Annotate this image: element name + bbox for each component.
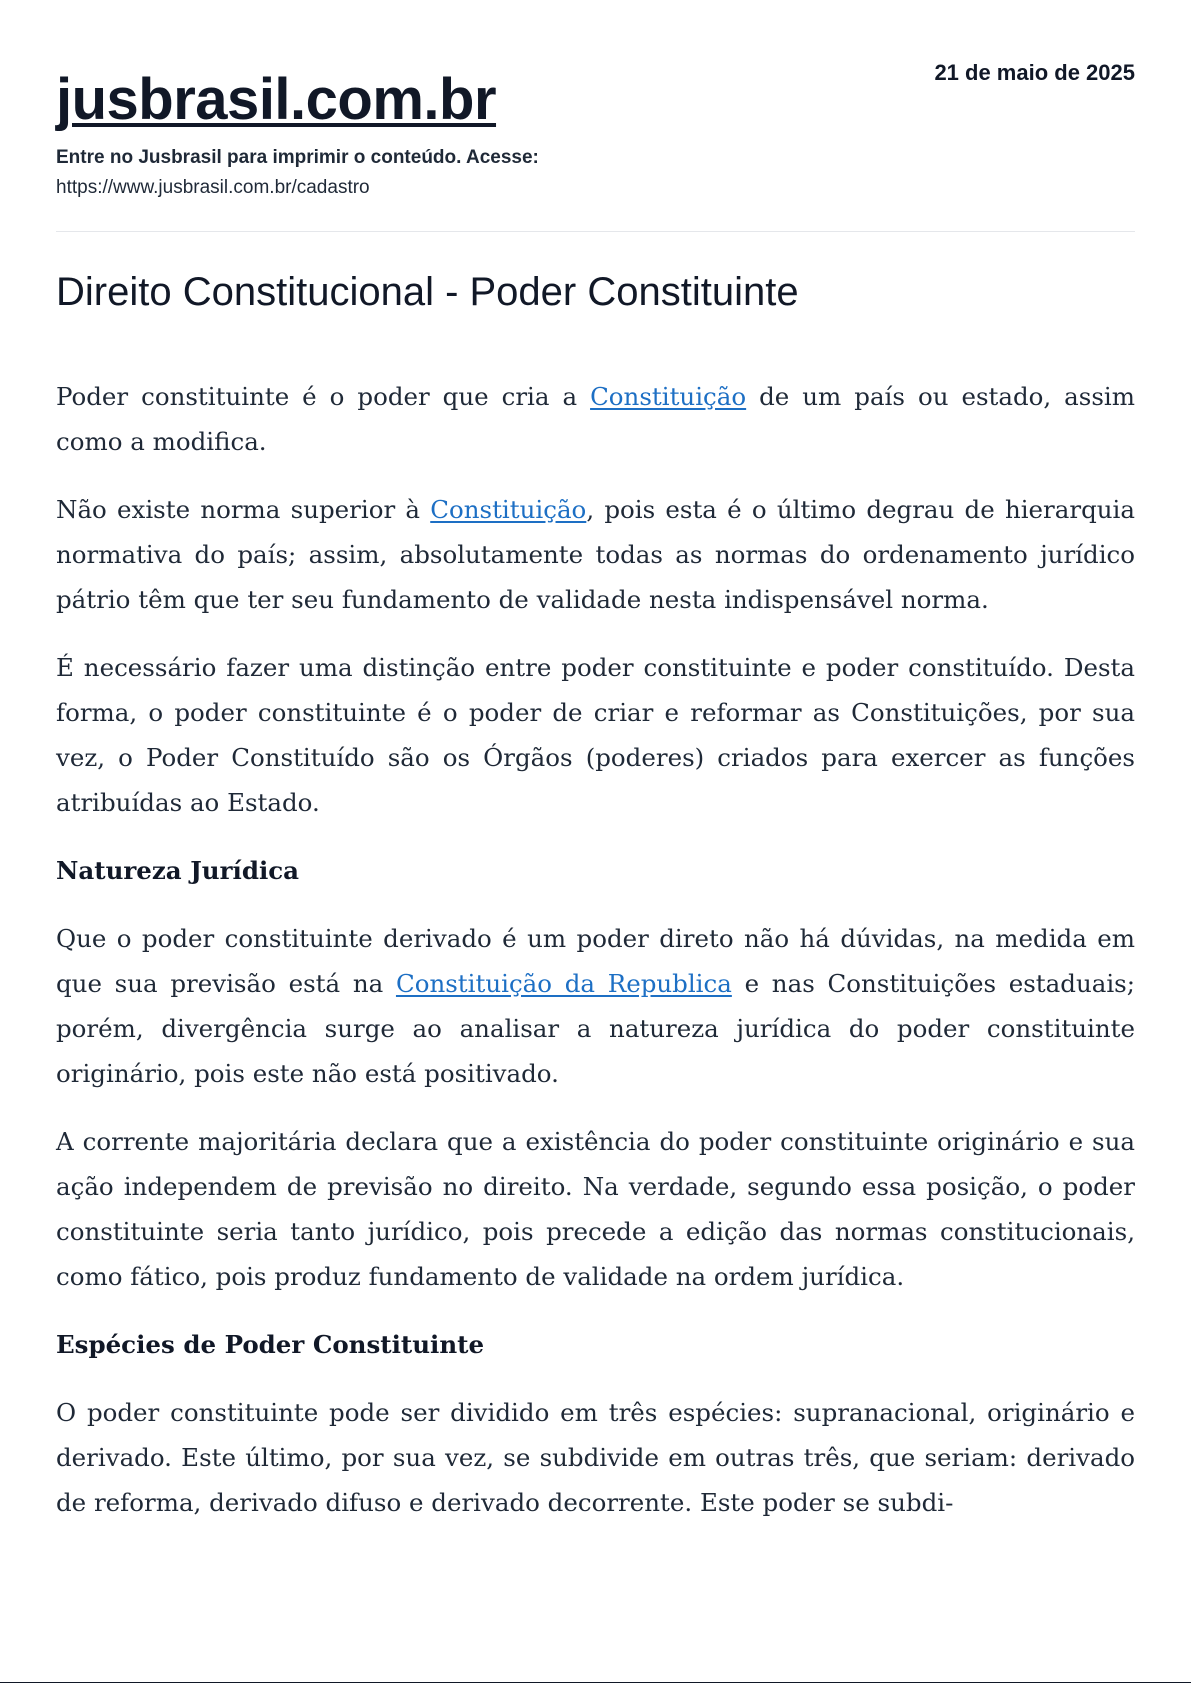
paragraph-intro [56,374,1135,464]
article-title: Direito Constitucional - Poder Constituinte [56,270,799,314]
section-heading-especies: Espécies de Poder Constituinte [56,1330,485,1359]
section-heading-natureza: Natureza Jurídica [56,856,300,885]
signup-url: https://www.jusbrasil.com.br/cadastro [56,177,370,198]
paragraph-distinction: É necessário fazer uma distinção entre poder constituinte e poder constituído. Desta forma, o poder constituinte é o poder de criar e reformar as Constituições, por sua vez, o Poder Constituído são os Órgãos (poderes) criados para exercer as funções atribuídas ao Estado. [56,653,1135,817]
paragraph-text: Poder constituinte é o poder que cria a [56,382,591,411]
print-notice: Entre no Jusbrasil para imprimir o conteúdo. Acesse: [56,147,539,168]
paragraph-derivado [56,916,1135,1096]
site-title[interactable]: jusbrasil.com.br [56,67,497,132]
paragraph-text: Não existe norma superior à [56,495,431,524]
paragraph-text: de um país ou estado, assim como a modifica. [56,382,1135,456]
article-body [56,374,1135,1548]
paragraph-hierarchy [56,487,1135,622]
paragraph-text: Que o poder constituinte derivado é um poder direto não há dúvidas, na medida em que sua previsão está na [56,924,1135,998]
paragraph-text: , pois esta é o último degrau de hierarquia normativa do país; assim, absolutamente todas as normas do ordenamento jurídico pátrio têm que ter seu fundamento de validade nesta indispensável norma. [56,495,1135,614]
constituicao-republica-link[interactable]: Constituição da Republica [395,969,732,998]
page-header [56,0,1135,232]
paragraph-corrente: A corrente majoritária declara que a existência do poder constituinte originário e sua ação independem de previsão no direito. Na verdade, segundo essa posição, o poder constituinte seria tanto jurídico, pois precede a edição das normas constitucionais, como fático, pois produz fundamento de validade na ordem jurídica. [56,1127,1135,1291]
constituicao-link[interactable]: Constituição [430,495,587,524]
constituicao-link[interactable]: Constituição [590,382,747,411]
print-date: 21 de maio de 2025 [934,60,1135,85]
document-page [56,0,1135,1517]
paragraph-especies: O poder constituinte pode ser dividido em três espécies: supranacional, originário e derivado. Este último, por sua vez, se subdivide em outras três, que seriam: derivado de reforma, derivado difuso e derivado decorrente. Este poder se subdi- [56,1398,1135,1517]
paragraph-text: e nas Constituições estaduais; porém, divergência surge ao analisar a natureza jurídica do poder constituinte originário, pois este não está positivado. [56,969,1135,1088]
